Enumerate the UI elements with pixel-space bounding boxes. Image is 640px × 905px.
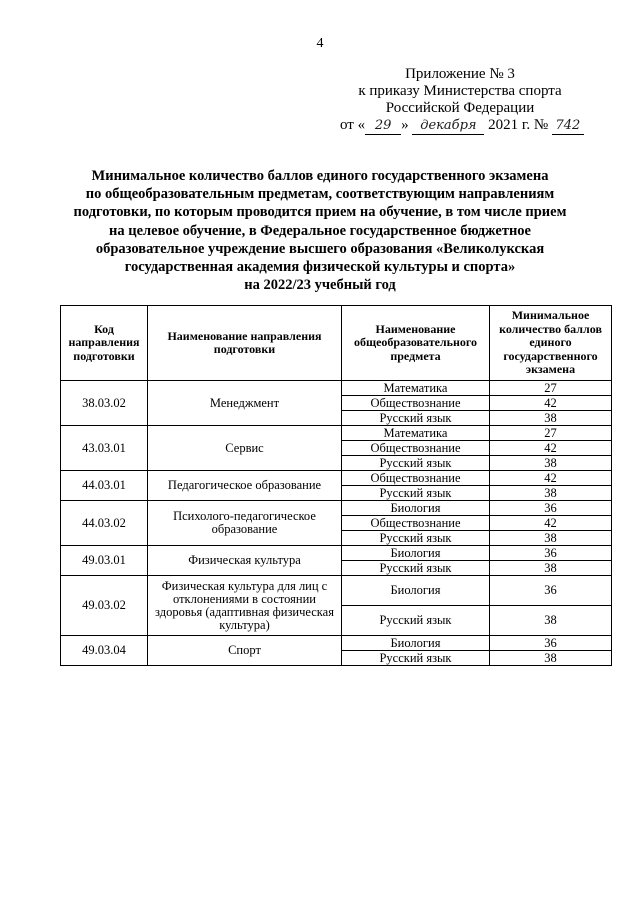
subject-name: Биология [342,576,490,606]
date-quote-close: » [401,117,409,133]
min-score: 38 [490,651,612,666]
direction-code: 43.03.01 [61,426,148,471]
table-row [61,546,612,561]
direction-code: 44.03.02 [61,501,148,546]
handwritten-day: 29 [365,117,401,135]
title-line: на 2022/23 учебный год [244,277,396,294]
min-score: 42 [490,516,612,531]
direction-code: 49.03.02 [61,576,148,636]
appendix-ministry-line: Российской Федерации [385,100,535,116]
table-row [61,501,612,516]
min-score: 38 [490,486,612,501]
handwritten-month: декабря [412,117,484,135]
min-score: 27 [490,381,612,396]
subject-name: Русский язык [342,531,490,546]
min-score: 38 [490,411,612,426]
min-score: 27 [490,426,612,441]
direction-name: Физическая культура [148,546,342,576]
direction-name: Спорт [148,636,342,666]
subject-name: Русский язык [342,486,490,501]
year-text: 2021 г. № [488,117,549,133]
title-line: государственная академия физической культуры и спорта» [124,259,516,276]
appendix-date-line [340,117,580,135]
header-code: Код направления подготовки [61,306,148,381]
table-body [61,381,612,666]
title-line: подготовки, по которым проводится прием на обучение, в том числе прием [73,204,567,221]
table-row [61,636,612,651]
min-score: 42 [490,396,612,411]
subject-name: Обществознание [342,396,490,411]
title-line: на целевое обучение, в Федеральное государственное бюджетное [109,222,531,239]
subject-name: Биология [342,546,490,561]
table-header-row [61,306,612,381]
document-title [60,167,580,294]
min-score: 36 [490,501,612,516]
min-score: 38 [490,456,612,471]
table-row [61,381,612,396]
subject-name: Обществознание [342,471,490,486]
direction-code: 49.03.04 [61,636,148,666]
title-line: Минимальное количество баллов единого государственного экзамена [91,168,549,184]
direction-name: Педагогическое образование [148,471,342,501]
subject-name: Биология [342,501,490,516]
header-direction: Наименование направления подготовки [148,306,342,381]
date-prefix: от « [340,117,366,133]
subject-name: Обществознание [342,441,490,456]
direction-name: Сервис [148,426,342,471]
appendix-order-line: к приказу Министерства спорта [358,83,562,99]
subject-name: Русский язык [342,456,490,471]
subject-name: Математика [342,381,490,396]
page-number: 4 [316,36,324,51]
subject-name: Русский язык [342,411,490,426]
subject-name: Биология [342,636,490,651]
table-row [61,426,612,441]
direction-name: Физическая культура для лиц с отклонениями в состоянии здоровья (адаптивная физическая культура) [148,576,342,636]
exam-scores-table [60,305,612,666]
title-line: образовательное учреждение высшего образования «Великолукская [95,240,545,257]
subject-name: Русский язык [342,606,490,636]
subject-name: Математика [342,426,490,441]
min-score: 42 [490,471,612,486]
direction-name: Психолого-педагогическое образование [148,501,342,546]
table-row [61,576,612,606]
subject-name: Русский язык [342,561,490,576]
header-min-score: Минимальное количество баллов единого государственного экзамена [490,306,612,381]
direction-code: 44.03.01 [61,471,148,501]
subject-name: Обществознание [342,516,490,531]
min-score: 42 [490,441,612,456]
header-subject: Наименование общеобразовательного предмета [342,306,490,381]
min-score: 38 [490,531,612,546]
min-score: 36 [490,546,612,561]
direction-code: 49.03.01 [61,546,148,576]
table-row [61,471,612,486]
handwritten-order-number: 742 [552,117,584,135]
min-score: 36 [490,576,612,606]
appendix-title: Приложение № 3 [405,66,515,82]
min-score: 38 [490,561,612,576]
direction-name: Менеджмент [148,381,342,426]
min-score: 38 [490,606,612,636]
subject-name: Русский язык [342,651,490,666]
appendix-block [340,66,580,135]
title-line: по общеобразовательным предметам, соответствующим направлениям [85,186,555,203]
min-score: 36 [490,636,612,651]
direction-code: 38.03.02 [61,381,148,426]
